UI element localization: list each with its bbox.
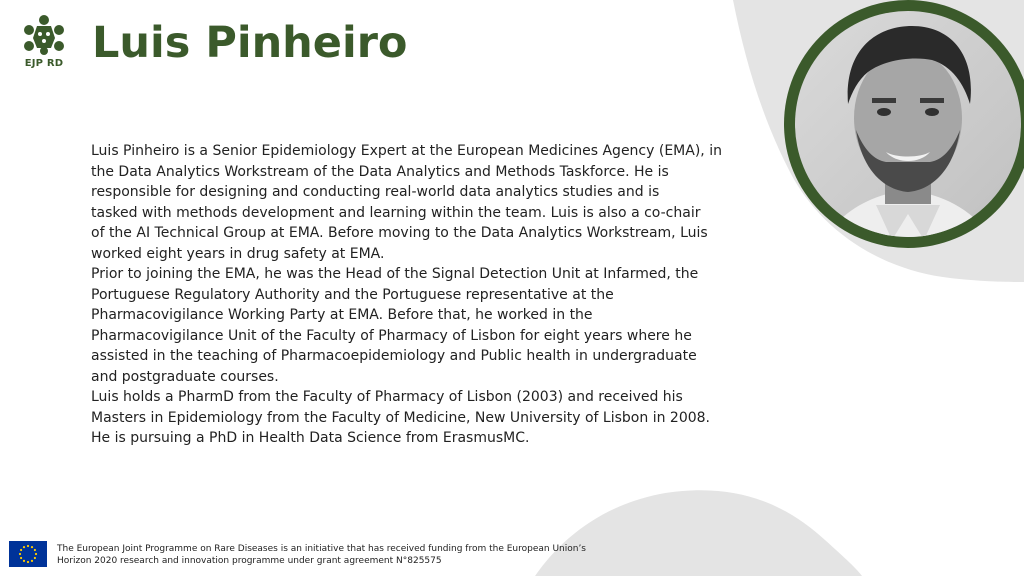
bio-line: Pharmacovigilance Unit of the Faculty of Pharmacy of Lisbon for eight years where he bbox=[91, 327, 692, 344]
bio-line: Masters in Epidemiology from the Faculty of Medicine, New University of Lisbon in 2008. bbox=[91, 409, 710, 426]
page-title: Luis Pinheiro bbox=[92, 18, 408, 68]
ejprd-logo bbox=[20, 14, 68, 74]
speaker-bio bbox=[91, 141, 751, 449]
funding-notice bbox=[57, 544, 586, 567]
bio-line: worked eight years in drug safety at EMA. bbox=[91, 245, 385, 262]
bio-line: the Data Analytics Workstream of the Data Analytics and Methods Taskforce. He is bbox=[91, 163, 669, 180]
bio-line: Portuguese Regulatory Authority and the Portuguese representative at the bbox=[91, 286, 614, 303]
speaker-portrait bbox=[772, 0, 1024, 260]
bio-line: assisted in the teaching of Pharmacoepidemiology and Public health in undergraduate bbox=[91, 348, 697, 364]
eu-flag-icon bbox=[9, 541, 47, 567]
bio-line: responsible for designing and conducting real-world data analytics studies and is bbox=[91, 184, 660, 200]
bio-line: and postgraduate courses. bbox=[91, 368, 279, 385]
bio-line: tasked with methods development and learning within the team. Luis is also a co-chair bbox=[91, 204, 701, 221]
bio-line: He is pursuing a PhD in Health Data Science from ErasmusMC. bbox=[91, 430, 530, 446]
bio-line: of the AI Technical Group at EMA. Before moving to the Data Analytics Workstream, Luis bbox=[91, 225, 708, 241]
funding-line: The European Joint Programme on Rare Diseases is an initiative that has received funding from the European Union’s bbox=[57, 544, 587, 554]
bio-line: Luis Pinheiro is a Senior Epidemiology Expert at the European Medicines Agency (EMA), in bbox=[91, 143, 722, 159]
logo-text: EJP RD bbox=[24, 58, 64, 69]
funding-line: Horizon 2020 research and innovation programme under grant agreement N°825575 bbox=[57, 555, 442, 566]
bio-line: Prior to joining the EMA, he was the Head of the Signal Detection Unit at Infarmed, the bbox=[91, 266, 699, 282]
bio-line: Luis holds a PharmD from the Faculty of Pharmacy of Lisbon (2003) and received his bbox=[91, 389, 683, 405]
ejprd-logo-icon bbox=[20, 14, 68, 58]
bio-line: Pharmacovigilance Working Party at EMA. Before that, he worked in the bbox=[91, 307, 593, 323]
